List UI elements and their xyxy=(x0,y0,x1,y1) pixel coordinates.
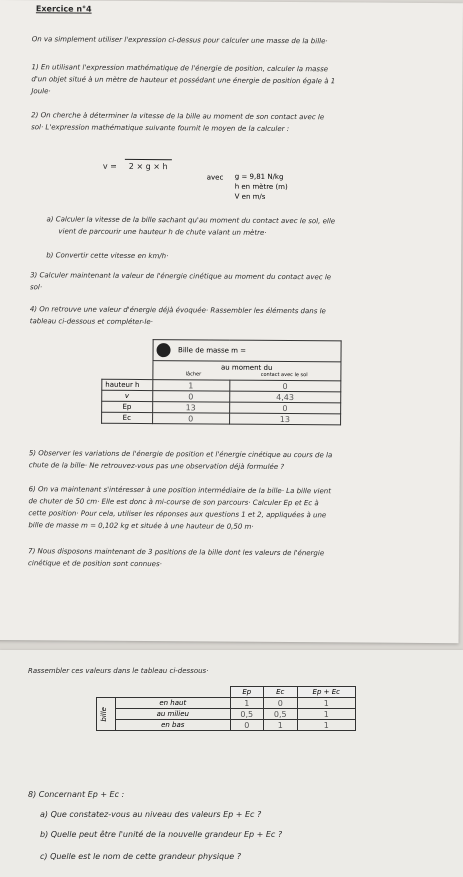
col-ep: Ep xyxy=(230,687,263,698)
q8a-text: a) Que constatez-vous au niveau des valeurs Ep + Ec ? xyxy=(40,810,262,819)
q3-line-2: sol· xyxy=(29,283,43,292)
unit-h: h en mètre (m) xyxy=(234,182,288,192)
q7-line-2: cinétique et de position sont connues· xyxy=(28,559,162,569)
cell: 13 xyxy=(152,402,229,414)
q1-line-3: Joule· xyxy=(31,87,51,96)
q2a-line-2: vient de parcourir une hauteur h de chute valant un mètre· xyxy=(58,227,267,237)
formula-avec: avec xyxy=(206,173,224,182)
q8-text: 8) Concernant Ep + Ec : xyxy=(28,790,125,799)
cell: 1 xyxy=(230,698,263,709)
table1-header-text: Bille de masse m = xyxy=(178,346,247,355)
table-row xyxy=(97,698,356,709)
table-row xyxy=(97,709,356,720)
row-label: hauteur h xyxy=(102,379,153,390)
col-contact: contact avec le sol xyxy=(260,371,308,379)
q8b-text: b) Quelle peut être l'unité de la nouvelle grandeur Ep + Ec ? xyxy=(40,830,283,839)
unit-g: g = 9,81 N/kg xyxy=(234,172,284,181)
cell: 13 xyxy=(229,413,340,425)
worksheet-page-2 xyxy=(0,650,463,877)
q5-line-1: 5) Observer les variations de l'énergie de position et l'énergie cinétique au cours de la xyxy=(28,449,333,460)
q6-line-4: bille de masse m = 0,102 kg et située à une hauteur de 0,50 m· xyxy=(28,521,254,531)
q6-line-2: de chuter de 50 cm· Elle est donc à mi-course de son parcours· Calculer Ep et Ec à xyxy=(28,497,319,508)
table1-header xyxy=(152,340,341,362)
row-label: v xyxy=(102,390,153,401)
q4-line-1: 4) On retrouve une valeur d'énergie déjà évoquée· Rassembler les éléments dans le xyxy=(29,305,326,316)
cell: 1 xyxy=(297,720,355,731)
q2a-line-1: a) Calculer la vitesse de la bille sachant qu'au moment du contact avec le sol, elle xyxy=(46,215,336,226)
formula-lhs: v = xyxy=(102,161,117,171)
energy-table-1 xyxy=(101,339,342,426)
formula-units xyxy=(235,172,288,202)
q7-line-1: 7) Nous disposons maintenant de 3 positions de la bille dont les valeurs de l'énergie xyxy=(28,547,325,558)
table1-sub-text: au moment du xyxy=(220,363,273,372)
table-row xyxy=(102,412,341,425)
q6-line-1: 6) On va maintenant s'intéresser à une position intermédiaire de la bille· La bille vient xyxy=(28,485,332,496)
ball-icon xyxy=(156,343,170,357)
exercise-title: Exercice n°4 xyxy=(35,4,92,14)
cell: 0 xyxy=(229,380,340,392)
q6-line-3: cette position· Pour cela, utiliser les réponses aux questions 1 et 2, appliquées à une xyxy=(28,509,327,520)
q2b-text: b) Convertir cette vitesse en km/h· xyxy=(46,251,169,261)
q3-line-1: 3) Calculer maintenant la valeur de l'énergie cinétique au moment du contact avec le xyxy=(30,271,332,282)
intro-text: On va simplement utiliser l'expression ci-dessus pour calculer une masse de la bille· xyxy=(31,35,328,46)
q2-line-2: sol· L'expression mathématique suivante fournit le moyen de la calculer : xyxy=(31,123,290,134)
cell: 1 xyxy=(152,380,229,392)
cell: 1 xyxy=(264,720,297,731)
energy-table-2 xyxy=(96,686,356,731)
formula-radicand: 2 × g × h xyxy=(125,159,172,171)
side-label xyxy=(97,698,116,731)
q5-line-2: chute de la bille· Ne retrouvez-vous pas une observation déjà formulée ? xyxy=(28,461,285,471)
q4-line-2: tableau ci-dessous et compléter-le· xyxy=(29,317,153,327)
side-label-text: bille xyxy=(100,706,108,722)
q8c-text: c) Quelle est le nom de cette grandeur physique ? xyxy=(40,852,241,861)
col-lacher: lâcher xyxy=(185,371,202,378)
rassembler-text: Rassembler ces valeurs dans le tableau ci-dessous· xyxy=(28,667,209,675)
cell: 1 xyxy=(297,709,355,720)
cell: 0,5 xyxy=(230,709,263,720)
cell: 0 xyxy=(264,698,297,709)
row-label: Ep xyxy=(102,401,153,412)
q1-line-1: 1) En utilisant l'expression mathématique de l'énergie de position, calculer la masse xyxy=(31,63,329,74)
col-sum: Ep + Ec xyxy=(297,687,355,698)
col-ec: Ec xyxy=(264,687,297,698)
cell: 0 xyxy=(229,402,340,414)
cell: 0 xyxy=(230,720,263,731)
cell: 0 xyxy=(152,391,229,403)
table1-subheader xyxy=(152,361,341,381)
velocity-formula xyxy=(103,159,172,171)
cell: 0,5 xyxy=(264,709,297,720)
table-row xyxy=(97,720,356,731)
row-label: Ec xyxy=(102,412,153,423)
cell: 4,43 xyxy=(229,391,340,403)
row-label: en haut xyxy=(116,698,231,709)
q1-line-2: d'un objet situé à un mètre de hauteur et possédant une énergie de position égale à 1 xyxy=(31,75,336,86)
cell: 1 xyxy=(297,698,355,709)
q2-line-1: 2) On cherche à déterminer la vitesse de la bille au moment de son contact avec le xyxy=(31,111,325,122)
cell: 0 xyxy=(152,413,229,425)
row-label: en bas xyxy=(116,720,231,731)
unit-v: V en m/s xyxy=(234,192,266,201)
row-label: au milieu xyxy=(116,709,231,720)
